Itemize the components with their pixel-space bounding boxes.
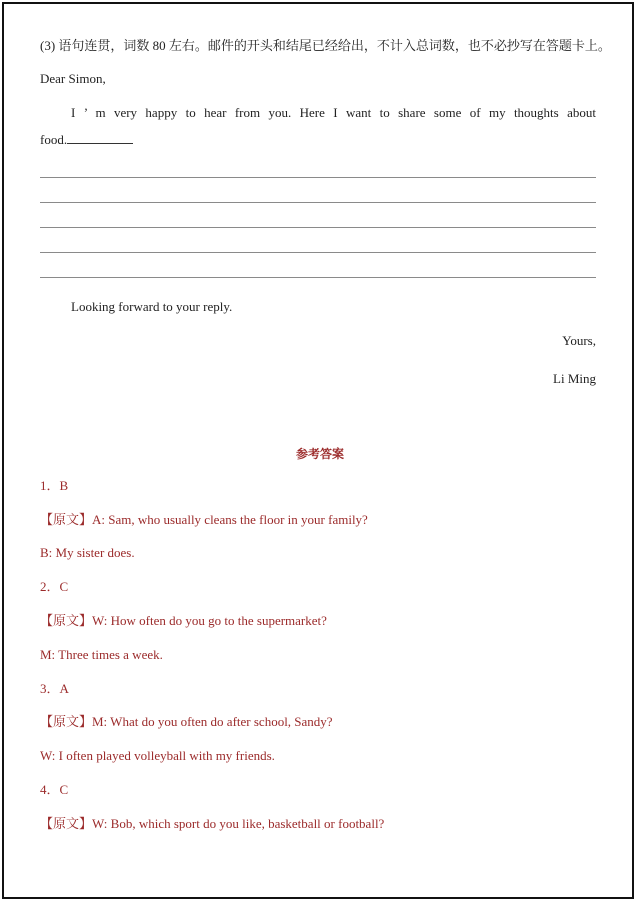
answer-heading: 参考答案 [295, 447, 344, 461]
answer-number-1: 1．B [40, 478, 69, 493]
transcript-line: 【原文】W: How often do you go to the supermarket? [40, 613, 327, 628]
transcript-line: B: My sister does. [40, 545, 135, 560]
letter-opening-word: food. [40, 132, 68, 147]
letter-opening-continuation [40, 131, 133, 148]
writing-line-4 [40, 252, 596, 253]
transcript-line: M: Three times a week. [40, 647, 163, 662]
answer-number-4: 4．C [40, 782, 69, 797]
transcript-line: W: I often played volleyball with my friends. [40, 748, 275, 763]
writing-line-3 [40, 227, 596, 228]
letter-signature: Li Ming [553, 371, 596, 386]
writing-line-2 [40, 202, 596, 203]
writing-line-1 [40, 177, 596, 178]
letter-closing: Looking forward to your reply. [71, 299, 233, 314]
writing-line-5 [40, 277, 596, 278]
transcript-line: 【原文】M: What do you often do after school, Sandy? [40, 714, 333, 729]
transcript-line: 【原文】A: Sam, who usually cleans the floor in your family? [40, 512, 368, 527]
letter-signoff: Yours, [562, 333, 596, 348]
transcript-line: 【原文】W: Bob, which sport do you like, basketball or football? [40, 816, 385, 831]
letter-opening-line: I ’ m very happy to hear from you. Here I want to share some of my thoughts about [71, 105, 596, 120]
answer-number-3: 3．A [40, 681, 69, 696]
fill-in-blank [67, 131, 133, 144]
answer-number-2: 2．C [40, 579, 69, 594]
writing-requirement: (3) 语句连贯，词数 80 左右。邮件的开头和结尾已经给出，不计入总词数，也不必抄写在答题卡上。 [40, 38, 611, 53]
letter-greeting: Dear Simon, [40, 71, 106, 86]
